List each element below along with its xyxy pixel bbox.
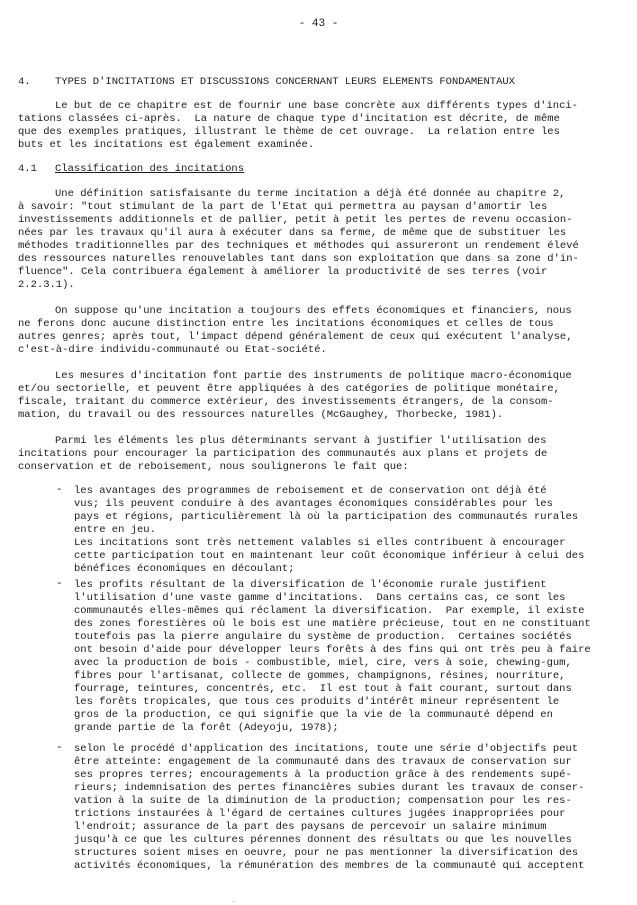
text-line: 2.2.3.1). <box>18 279 75 291</box>
text-line: Les incitations sont très nettement valables si elles contribuent à encourager <box>74 537 566 549</box>
text-line: vation à la suite de la diminution de la production; compensation pour les res- <box>74 795 572 807</box>
text-line: des zones forestières où le bois est une matière précieuse, tout en ne constituant <box>74 618 591 630</box>
text-line: tations classées ci-après. La nature de chaque type d'incitation est décrite, de même <box>18 113 560 125</box>
text-line: autres genres; après tout, l'impact dépend généralement de ceux qui exécutent l'analyse, <box>18 331 573 343</box>
page-number: - 43 - <box>298 18 339 30</box>
text-line: entre en jeu. <box>74 524 156 536</box>
text-line: l'endroit; assurance de la part des paysans de percevoir un salaire minimum <box>74 821 547 833</box>
text-line: Le but de ce chapitre est de fournir une base concrète aux différents types d'inci- <box>55 100 578 112</box>
text-line: méthodes traditionnelles par des techniques et méthodes qui assureront un rendement élevé <box>18 240 579 252</box>
text-line: activités économiques, la rémunération des membres de la communauté qui acceptent <box>74 860 585 872</box>
section-title: Classification des incitations <box>55 163 245 175</box>
text-line: vus; ils peuvent conduire à des avantages économiques considérables pour les <box>74 498 553 510</box>
text-line: jusqu'à ce que les cultures pérennes donnent des résultats ou que les nouvelles <box>74 834 572 846</box>
text-line: bénéfices économiques en découlant; <box>74 563 295 575</box>
text-line: que des exemples pratiques, illustrant le thème de cet ouvrage. La relation entre les <box>18 126 560 138</box>
text-line: Une définition satisfaisante du terme incitation a déjà été donnée au chapitre 2, <box>55 188 566 200</box>
scan-speck: . <box>232 897 236 904</box>
section-number: 4.1 <box>18 163 37 175</box>
text-line: et/ou sectorielle, et peuvent être appliquées à des catégories de politique monétaire, <box>18 383 560 395</box>
text-line: l'utilisation d'une vaste gamme d'incitations. Dans certains cas, ce sont les <box>74 592 566 604</box>
text-line: incitations pour encourager la participation des communautés aux plans et projets de <box>18 448 548 460</box>
text-line: nées par les travaux qu'il aura à exécuter dans sa ferme, de même que de substituer les <box>18 227 567 239</box>
text-line: les profits résultant de la diversification de l'économie rurale justifient <box>74 579 547 591</box>
text-line: fibres pour l'artisanat, collecte de gommes, champignons, résines, nourriture, <box>74 670 566 682</box>
bullet-dash: - <box>56 742 63 754</box>
text-line: Les mesures d'incitation font partie des instruments de politique macro-économique <box>55 370 572 382</box>
text-line: rieurs; indemnisation des pertes financières subies durant les travaux de conser- <box>74 782 585 794</box>
text-line: ses propres terres; encouragements à la production grâce à des rendements supé- <box>74 769 572 781</box>
text-line: investissements additionnels et de pallier, petit à petit les pertes de revenu occasion- <box>18 214 573 226</box>
text-line: On suppose qu'une incitation a toujours des effets économiques et financiers, nous <box>55 305 572 317</box>
text-line: à savoir: "tout stimulant de la part de l'Etat qui permettra au paysan d'amortir les <box>18 201 548 213</box>
text-line: communautés elles-mêmes qui réclament la diversification. Par exemple, il existe <box>74 605 585 617</box>
text-line: gros de la production, ce qui signifie que la vie de la communauté dépend en <box>74 709 553 721</box>
text-line: structures soient mises en oeuvre, pour ne pas mentionner la diversification des <box>74 847 579 859</box>
text-line: fourrage, teintures, concentrés, etc. Il est tout à fait courant, surtout dans <box>74 683 572 695</box>
text-line: conservation et de reboisement, nous soulignerons le fait que: <box>18 461 409 473</box>
text-line: grande partie de la forêt (Adeyoju, 1978); <box>74 722 339 734</box>
text-line: fiscale, traitant du commerce extérieur, des investissements étrangers, de la consom- <box>18 396 554 408</box>
text-line: ont besoin d'aide pour développer leurs forêts à des fins qui ont très peu à faire <box>74 644 591 656</box>
text-line: Parmi les éléments les plus déterminants servant à justifier l'utilisation des <box>55 435 547 447</box>
text-line: cette participation tout en maintenant leur coût économique inférieur à celui des <box>74 550 585 562</box>
text-line: selon le procédé d'application des incitations, toute une série d'objectifs peut <box>74 743 579 755</box>
bullet-dash: - <box>56 484 63 496</box>
chapter-number: 4. <box>18 76 31 88</box>
text-line: avec la production de bois - combustible, miel, cire, vers à soie, chewing-gum, <box>74 657 572 669</box>
text-line: les forêts tropicales, que tous ces produits d'intérêt mineur représentent le <box>74 696 560 708</box>
text-line: trictions instaurées à l'égard de certaines cultures jugées inappropriées pour <box>74 808 566 820</box>
text-line: les avantages des programmes de reboisement et de conservation ont déjà été <box>74 485 547 497</box>
text-line: fluence". Cela contribuera également à améliorer la productivité de ses terres (voir <box>18 266 548 278</box>
text-line: être atteinte: engagement de la communauté dans des travaux de conservation sur <box>74 756 572 768</box>
text-line: mation, du travail ou des ressources naturelles (McGaughey, Thorbecke, 1981). <box>18 409 504 421</box>
text-line: c'est-à-dire individu-communauté ou Etat-société. <box>18 344 327 356</box>
text-line: ne ferons donc aucune distinction entre les incitations économiques et celles de tous <box>18 318 554 330</box>
text-line: buts et les incitations est également examinée. <box>18 139 315 151</box>
text-line: pays et régions, particulièrement là où la participation des communautés rurales <box>74 511 579 523</box>
bullet-dash: - <box>56 578 63 590</box>
chapter-heading: TYPES D'INCITATIONS ET DISCUSSIONS CONCERNANT LEURS ELEMENTS FONDAMENTAUX <box>55 76 515 88</box>
text-line: toutefois pas la pierre angulaire du système de production. Certaines sociétés <box>74 631 572 643</box>
text-line: des ressources naturelles renouvelables tant dans son exploitation que dans sa zone d'in- <box>18 253 579 265</box>
